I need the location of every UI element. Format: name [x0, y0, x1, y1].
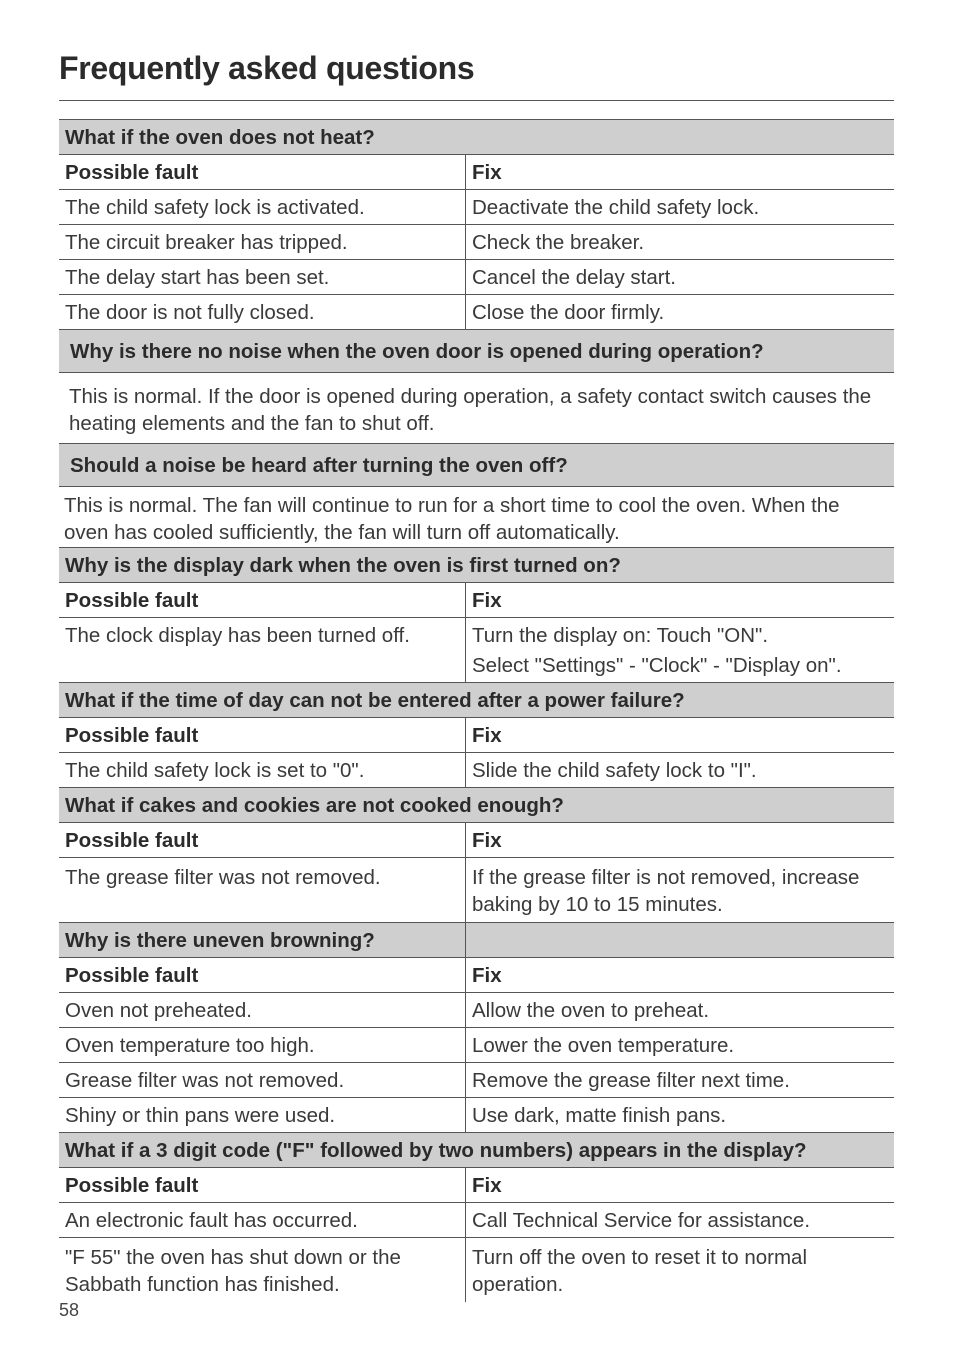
fault-cell: Grease filter was not removed. — [59, 1063, 466, 1097]
fault-cell: Oven not preheated. — [59, 993, 466, 1027]
fix-cell: Check the breaker. — [472, 231, 645, 254]
faq-table — [59, 119, 894, 1302]
col-fault-header: Possible fault — [59, 823, 466, 857]
title-divider — [59, 100, 894, 101]
fix-cell: Allow the oven to preheat. — [472, 999, 710, 1022]
fault-cell: An electronic fault has occurred. — [59, 1203, 466, 1237]
col-fix-header: Fix — [472, 724, 502, 747]
col-fix-header: Fix — [472, 161, 502, 184]
column-header-row — [59, 822, 894, 857]
question-text: What if a 3 digit code ("F" followed by two numbers) appears in the display? — [65, 1139, 807, 1162]
question-text: Why is the display dark when the oven is first turned on? — [65, 554, 621, 577]
table-row — [59, 1237, 894, 1302]
col-fix-header: Fix — [472, 1174, 502, 1197]
fix-cell: Use dark, matte finish pans. — [472, 1104, 727, 1127]
table-row — [59, 294, 894, 329]
col-fix-header: Fix — [472, 964, 502, 987]
page-title: Frequently asked questions — [59, 50, 475, 86]
fix-cell: If the grease filter is not removed, increase baking by 10 to 15 minutes. — [472, 866, 860, 916]
column-header-row — [59, 1167, 894, 1202]
fault-cell: The child safety lock is set to "0". — [59, 753, 466, 787]
page-number: 58 — [59, 1300, 80, 1320]
col-fault-header: Possible fault — [59, 583, 466, 617]
fix-cell: Lower the oven temperature. — [472, 1034, 735, 1057]
table-row — [59, 189, 894, 224]
col-fix-header: Fix — [472, 829, 502, 852]
fix-line: Select "Settings" - "Clock" - "Display on". — [472, 654, 842, 677]
fault-cell: The circuit breaker has tripped. — [59, 225, 466, 259]
fix-cell: Cancel the delay start. — [472, 266, 676, 289]
fault-cell: Shiny or thin pans were used. — [59, 1098, 466, 1132]
table-row — [59, 857, 894, 922]
fault-cell: The door is not fully closed. — [59, 295, 466, 329]
section-heading-display-dark — [59, 547, 894, 582]
fault-cell: Oven temperature too high. — [59, 1028, 466, 1062]
question-text: Why is there uneven browning? — [59, 923, 466, 957]
table-row — [59, 1027, 894, 1062]
table-row — [59, 992, 894, 1027]
question-text: What if cakes and cookies are not cooked enough? — [65, 794, 564, 817]
col-fault-header: Possible fault — [59, 718, 466, 752]
section-heading-time-power-failure — [59, 682, 894, 717]
fault-cell: The child safety lock is activated. — [59, 190, 466, 224]
fault-cell: The delay start has been set. — [59, 260, 466, 294]
table-row — [59, 224, 894, 259]
question-text: Should a noise be heard after turning the oven off? — [70, 454, 568, 477]
table-row — [59, 1062, 894, 1097]
table-row — [59, 1202, 894, 1237]
fix-cell: Turn off the oven to reset it to normal operation. — [472, 1246, 808, 1296]
column-header-row — [59, 582, 894, 617]
fix-cell: Slide the child safety lock to "I". — [472, 759, 757, 782]
column-header-row — [59, 957, 894, 992]
fix-cell — [466, 618, 894, 682]
fix-cell: Remove the grease filter next time. — [472, 1069, 790, 1092]
question-text: What if the oven does not heat? — [65, 126, 375, 149]
table-row — [59, 752, 894, 787]
fault-cell: "F 55" the oven has shut down or the Sabbath function has finished. — [59, 1238, 466, 1302]
fix-cell: Deactivate the child safety lock. — [472, 196, 760, 219]
column-header-row — [59, 717, 894, 752]
section-heading-no-noise-door — [59, 329, 894, 372]
table-row — [59, 617, 894, 682]
question-text: Why is there no noise when the oven door is opened during operation? — [70, 340, 764, 363]
section-heading-uneven-browning — [59, 922, 894, 957]
fix-line: Turn the display on: Touch "ON". — [472, 624, 769, 647]
answer-paragraph: This is normal. The fan will continue to run for a short time to cool the oven. When the oven has cooled sufficiently, the fan will turn off automatically. — [59, 486, 894, 547]
fault-cell: The grease filter was not removed. — [59, 858, 466, 922]
col-fix-header: Fix — [472, 589, 502, 612]
section-heading-digit-code — [59, 1132, 894, 1167]
fix-cell: Close the door firmly. — [472, 301, 665, 324]
col-fault-header: Possible fault — [59, 155, 466, 189]
fault-cell: The clock display has been turned off. — [59, 618, 466, 682]
section-heading-noise-after-off — [59, 443, 894, 486]
fix-cell: Call Technical Service for assistance. — [472, 1209, 811, 1232]
col-fault-header: Possible fault — [59, 1168, 466, 1202]
section-heading-oven-not-heat — [59, 119, 894, 154]
section-heading-cakes-not-cooked — [59, 787, 894, 822]
table-row — [59, 259, 894, 294]
table-row — [59, 1097, 894, 1132]
col-fault-header: Possible fault — [59, 958, 466, 992]
column-header-row — [59, 154, 894, 189]
question-text: What if the time of day can not be entered after a power failure? — [65, 689, 685, 712]
answer-paragraph: This is normal. If the door is opened during operation, a safety contact switch causes the heating elements and the fan to shut off. — [59, 372, 894, 443]
